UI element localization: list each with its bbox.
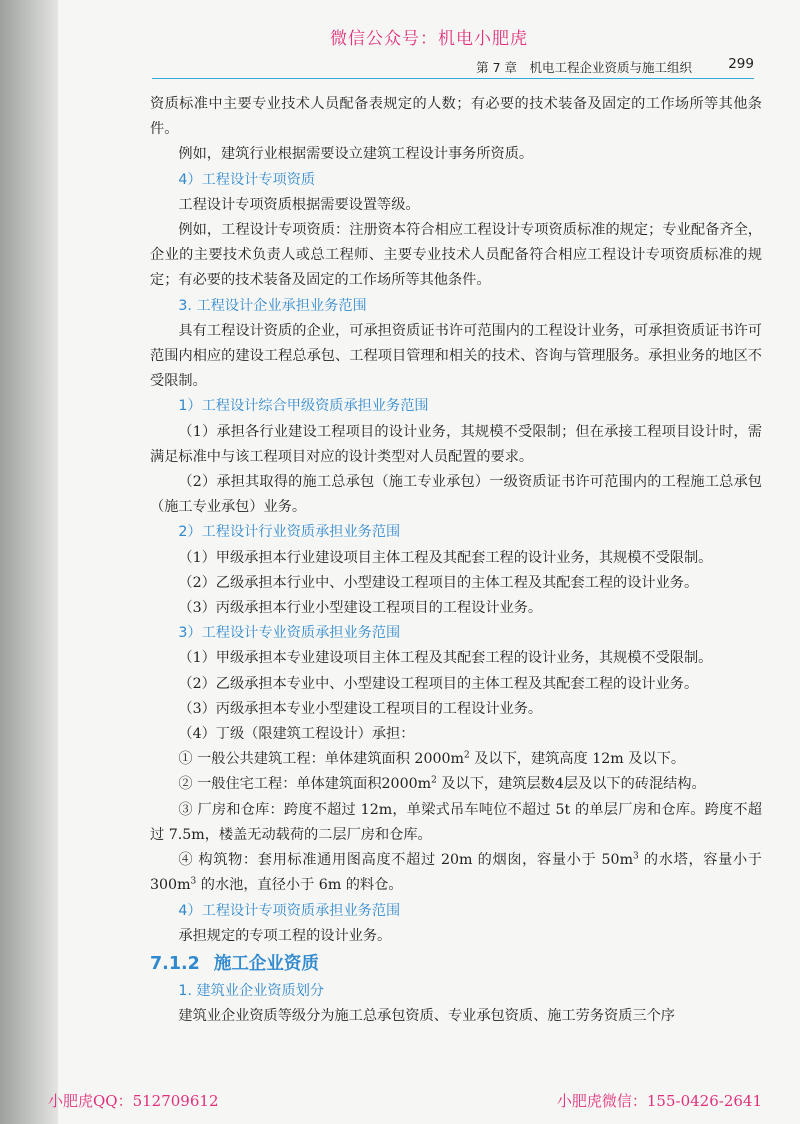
- heading-business-scope: 3. 工程设计企业承担业务范围: [178, 297, 367, 314]
- list-item: （1）甲级承担本行业建设项目主体工程及其配套工程的设计业务，其规模不受限制。: [178, 549, 713, 566]
- watermark-wechat-account: 微信公众号：机电小肥虎: [330, 29, 528, 49]
- book-page: [48, 0, 800, 1124]
- list-item: （3）丙级承担本专业小型建设工程项目的工程设计业务。: [178, 700, 543, 717]
- paragraph: 资质标准中主要专业技术人员配备表规定的人数；有必要的技术装备及固定的工作场所等其他条件。: [150, 96, 762, 138]
- subheading-industry-qualification: 2）工程设计行业资质承担业务范围: [178, 524, 401, 541]
- list-item-factory: ③ 厂房和仓库：跨度不超过 12m，单梁式吊车吨位不超过 5t 的单层厂房和仓库。跨度不超过 7.5m，楼盖无动载荷的二层厂房和仓库。: [150, 801, 762, 843]
- list-item: （1）甲级承担本专业建设项目主体工程及其配套工程的设计业务，其规模不受限制。: [178, 650, 713, 667]
- paragraph: 例如，建筑行业根据需要设立建筑工程设计事务所资质。: [178, 146, 534, 163]
- subheading-classification: 1. 建筑业企业资质划分: [178, 982, 325, 999]
- section-heading: [150, 949, 762, 979]
- list-item: （2）承担其取得的施工总承包（施工专业承包）一级资质证书许可范围内的工程施工总承包（施工专业承包）业务。: [150, 474, 762, 516]
- book-spine-edge: [0, 0, 58, 1124]
- watermark-wechat-phone: 小肥虎微信：155-0426-2641: [556, 1092, 762, 1110]
- chapter-title: 第 7 章 机电工程企业资质与施工组织: [476, 60, 692, 75]
- paragraph: 工程设计专项资质根据需要设置等级。: [178, 196, 420, 213]
- paragraph: 例如，工程设计专项资质：注册资本符合相应工程设计专项资质标准的规定；专业配备齐全，企业的主要技术负责人或总工程师、主要专业技术人员配备符合相应工程设计专项资质标准的规定；有必要的技术装备及固定的工作场所等其他条件。: [150, 222, 762, 289]
- subheading-professional-qualification: 3）工程设计专业资质承担业务范围: [178, 625, 401, 642]
- subheading-comprehensive-grade-a: 1）工程设计综合甲级资质承担业务范围: [178, 398, 429, 415]
- watermark-qq: 小肥虎QQ：512709612: [48, 1092, 219, 1110]
- list-item-public-building: ① 一般公共建筑工程：单体建筑面积 $2000m^2$ 及以下，建筑高度 12m 及以下。: [178, 750, 686, 768]
- paragraph: 建筑业企业资质等级分为施工总承包资质、专业承包资质、施工劳务资质三个序: [178, 1008, 675, 1025]
- paragraph: 具有工程设计资质的企业，可承担资质证书许可范围内的工程设计业务，可承担资质证书许可范围内相应的建设工程总承包、工程项目管理和相关的技术、咨询与管理服务。承担业务的地区不受限制。: [150, 322, 762, 390]
- list-item-residential: ② 一般住宅工程：单体建筑面积$2000m^2$ 及以下，建筑层数4层及以下的砖混结构。: [178, 775, 706, 793]
- running-header: [152, 54, 754, 79]
- subheading-special-qualification: 4）工程设计专项资质: [178, 171, 316, 188]
- subheading-special-scope: 4）工程设计专项资质承担业务范围: [178, 902, 401, 919]
- paragraph: 承担规定的专项工程的设计业务。: [178, 927, 392, 944]
- section-title: 施工企业资质: [213, 953, 319, 974]
- page-number: 299: [728, 56, 754, 72]
- list-item: （2）乙级承担本行业中、小型建设工程项目的主体工程及其配套工程的设计业务。: [178, 574, 699, 591]
- list-item: （4）丁级（限建筑工程设计）承担：: [178, 726, 415, 743]
- list-item: （3）丙级承担本行业小型建设工程项目的工程设计业务。: [178, 600, 543, 617]
- section-number: 7.1.2: [150, 953, 200, 974]
- page-body: [150, 92, 762, 1029]
- list-item: （1）承担各行业建设工程项目的设计业务，其规模不受限制；但在承接工程项目设计时，需满足标准中与该工程项目对应的设计类型对人员配置的要求。: [150, 423, 762, 465]
- list-item-structures: ④ 构筑物：套用标准通用图高度不超过 20m 的烟囱，容量小于 $50m^3$ 的水塔，容量小于 $300m^3$ 的水池，直径小于 6m 的料仓。: [150, 851, 762, 894]
- list-item: （2）乙级承担本专业中、小型建设工程项目的主体工程及其配套工程的设计业务。: [178, 675, 699, 692]
